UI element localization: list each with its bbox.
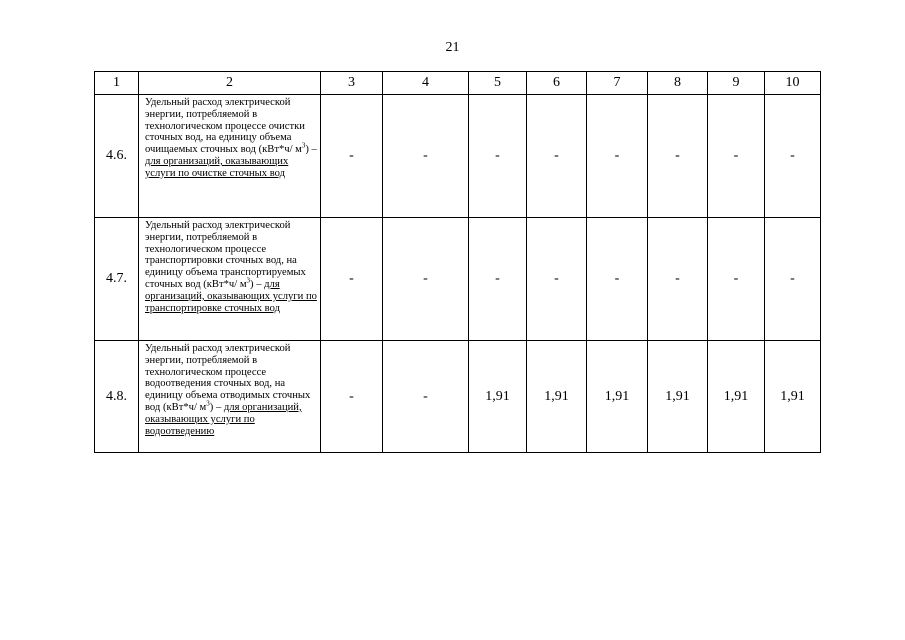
header-cell: 5 (469, 72, 527, 95)
value-cell: - (383, 218, 469, 341)
description-underlined: для организаций, оказывающих услуги по очистке сточных вод (145, 155, 289, 179)
table-row (95, 95, 821, 218)
header-cell: 3 (321, 72, 383, 95)
row-description (139, 341, 321, 453)
table-row (95, 218, 821, 341)
value-cell: - (383, 341, 469, 453)
header-cell: 6 (527, 72, 587, 95)
value-cell: 1,91 (765, 341, 821, 453)
value-cell: - (469, 218, 527, 341)
value-cell: - (321, 95, 383, 218)
header-cell: 7 (587, 72, 648, 95)
value-cell: 1,91 (527, 341, 587, 453)
description-underlined: для организаций, оказывающих услуги по транспортировке сточных вод (145, 278, 317, 314)
row-description (139, 95, 321, 218)
description-superscript: 3 (246, 276, 251, 285)
header-cell: 8 (648, 72, 708, 95)
value-cell: - (527, 95, 587, 218)
value-cell: - (765, 218, 821, 341)
value-cell: 1,91 (648, 341, 708, 453)
description-text: Удельный расход электрической энергии, потребляемой в технологическом процессе очистки сточных вод, на единицу объема очищаемых сточных вод (кВт*ч/ м (145, 97, 305, 156)
description-text: Удельный расход электрической энергии, потребляемой в технологическом процессе транспортировки сточных вод, на единицу объема транспортируемых сточных вод (кВт*ч/ м (145, 220, 306, 290)
value-cell: 1,91 (587, 341, 648, 453)
description-superscript: 3 (301, 141, 306, 150)
description-text-after: ) – (250, 278, 265, 290)
indicators-table (94, 71, 821, 453)
value-cell: - (469, 95, 527, 218)
description-text-after: ) – (305, 144, 317, 156)
description-underlined: для организаций, оказывающих услуги по водоотведению (145, 401, 302, 437)
header-cell: 10 (765, 72, 821, 95)
row-number: 4.7. (95, 218, 139, 341)
value-cell: - (708, 218, 765, 341)
value-cell: - (527, 218, 587, 341)
value-cell: - (765, 95, 821, 218)
value-cell: - (648, 218, 708, 341)
table-row (95, 341, 821, 453)
row-number: 4.8. (95, 341, 139, 453)
description-superscript: 3 (206, 399, 210, 408)
row-description (139, 218, 321, 341)
page-number: 21 (445, 40, 460, 55)
header-cell: 1 (95, 72, 139, 95)
row-number: 4.6. (95, 95, 139, 218)
header-cell: 4 (383, 72, 469, 95)
value-cell: - (587, 218, 648, 341)
table-header-row (95, 72, 821, 95)
value-cell: 1,91 (708, 341, 765, 453)
value-cell: - (321, 341, 383, 453)
value-cell: - (321, 218, 383, 341)
value-cell: - (648, 95, 708, 218)
header-cell: 9 (708, 72, 765, 95)
value-cell: - (587, 95, 648, 218)
header-cell: 2 (139, 72, 321, 95)
value-cell: 1,91 (469, 341, 527, 453)
description-text-after: ) – (209, 401, 224, 413)
value-cell: - (708, 95, 765, 218)
description-text: Удельный расход электрической энергии, потребляемой в технологическом процессе водоотведения сточных вод, на единицу объема отводимых сточных вод (кВт*ч/ м (145, 343, 311, 413)
value-cell: - (383, 95, 469, 218)
